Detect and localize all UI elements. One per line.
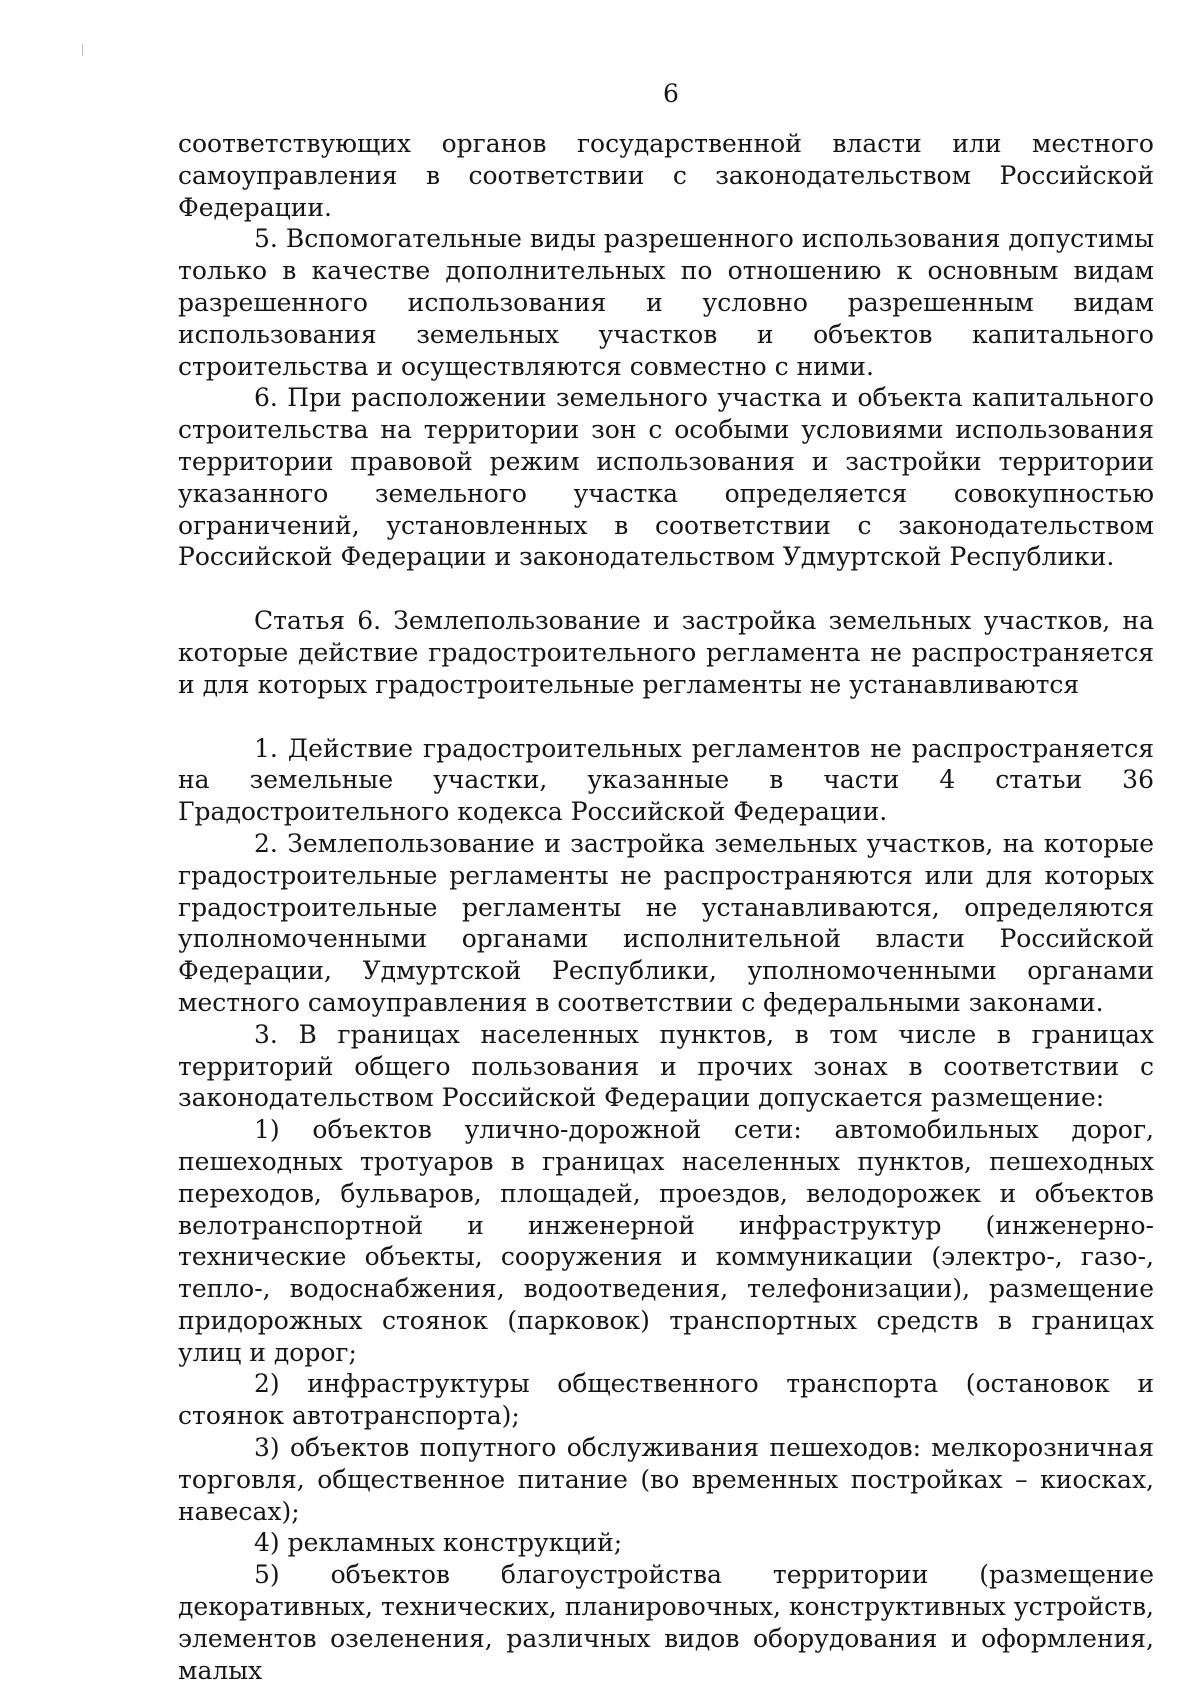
paragraph-item-6: 6. При расположении земельного участка и объекта капитального строительства на территории зон с особыми условиями использования территории правовой режим использования и застройки территории указанного земельного участка определяется совокупностью ограничений, установленных в соответствии с законодательством Российской Федерации и законодательством Удмуртской Республики. xyxy=(178,383,1154,572)
scan-margin-mark xyxy=(82,44,83,56)
list-item-5: 5) объектов благоустройства территории (размещение декоративных, технических, планировочных, конструктивных устройств, элементов озеленения, различных видов оборудования и оформления, малых xyxy=(178,1560,1154,1685)
article-paragraph-2: 2. Землепользование и застройка земельных участков, на которые градостроительные регламенты не распространяются или для которых градостроительные регламенты не устанавливаются, определяются уполномоченными органами исполнительной власти Российской Федерации, Удмуртской Республики, уполномоченными органами местного самоуправления в соответствии с федеральными законами. xyxy=(178,828,1154,1017)
list-item-4: 4) рекламных конструкций; xyxy=(254,1528,623,1558)
list-item-2: 2) инфраструктуры общественного транспорта (остановок и стоянок автотранспорта); xyxy=(178,1369,1154,1431)
article-paragraph-1: 1. Действие градостроительных регламентов не распространяется на земельные участки, указанные в части 4 статьи 36 Градостроительного кодекса Российской Федерации. xyxy=(178,733,1154,827)
list-item-1: 1) объектов улично-дорожной сети: автомобильных дорог, пешеходных тротуаров в границах населенных пунктов, пешеходных переходов, бульваров, площадей, проездов, велодорожек и объектов велотранспортной и инженерной инфраструктур (инженерно-технические объекты, сооружения и коммуникации (электро-, газо-, тепло-, водоснабжения, водоотведения, телефонизации), размещение придорожных стоянок (парковок) транспортных средств в границах улиц и дорог; xyxy=(178,1115,1154,1367)
paragraph-continuation: соответствующих органов государственной власти или местного самоуправления в соответствии с законодательством Российской Федерации. xyxy=(178,129,1154,222)
article-heading: Статья 6. Землепользование и застройка земельных участков, на которые действие градостроительного регламента не распространяется и для которых градостроительные регламенты не устанавливаются xyxy=(178,606,1154,699)
paragraph-item-5: 5. Вспомогательные виды разрешенного использования допустимы только в качестве дополнительных по отношению к основным видам разрешенного использования и условно разрешенным видам использования земельных участков и объектов капитального строительства и осуществляются совместно с ними. xyxy=(178,224,1154,381)
page-number: 6 xyxy=(663,79,679,108)
article-paragraph-3: 3. В границах населенных пунктов, в том числе в границах территорий общего пользования и прочих зонах в соответствии с законодательством Российской Федерации допускается размещение: xyxy=(178,1019,1154,1113)
list-item-3: 3) объектов попутного обслуживания пешеходов: мелкорозничная торговля, общественное питание (во временных постройках – киосках, навесах); xyxy=(178,1433,1154,1526)
document-body xyxy=(178,128,1154,1686)
